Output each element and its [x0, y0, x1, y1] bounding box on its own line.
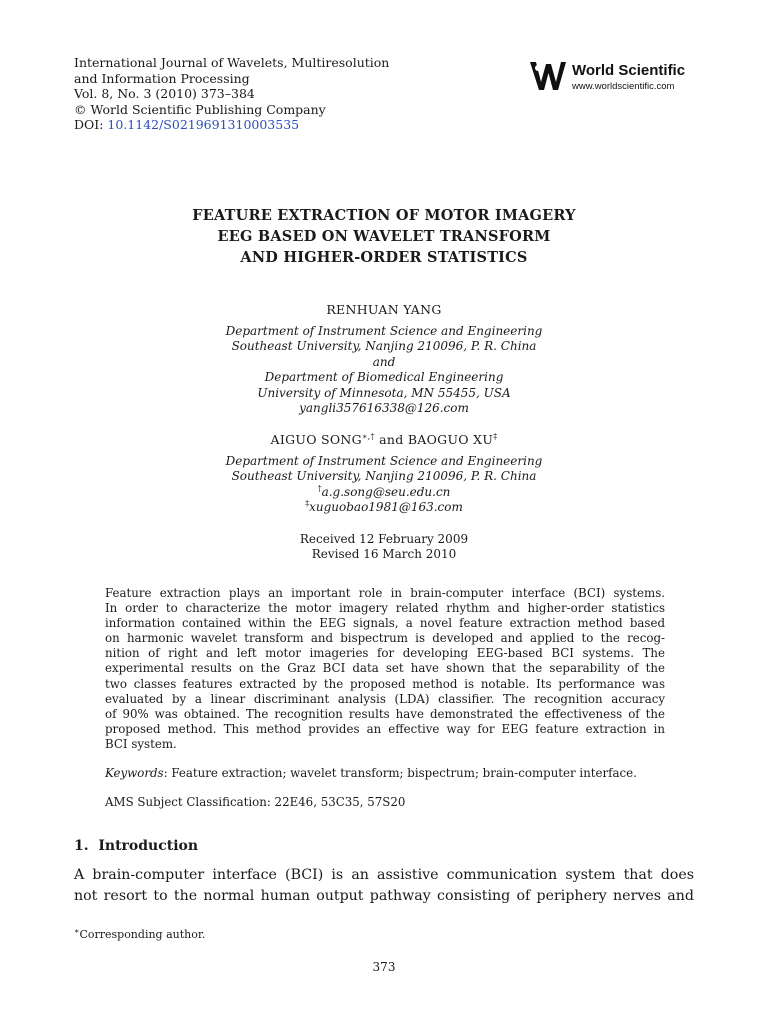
abstract-line: information contained within the EEG signals, a novel feature extraction method based	[105, 616, 665, 631]
keywords	[105, 766, 637, 780]
abstract-line: evaluated by a linear discriminant analysis (LDA) classifier. The recognition accuracy	[105, 691, 665, 706]
abstract-line: two classes features extracted by the proposed method is notable. Its performance was	[105, 676, 665, 691]
footnote-text: Corresponding author.	[79, 928, 206, 941]
doi-line	[74, 117, 389, 133]
world-scientific-logo-icon	[528, 58, 568, 94]
publisher-url[interactable]: www.worldscientific.com	[572, 81, 675, 92]
author-song-marks: ∗,†	[361, 431, 375, 441]
author-xu-name: BAOGUO XU	[407, 432, 494, 447]
author-xu-email[interactable]: xuguobao1981@163.com	[309, 500, 463, 515]
affiliation-and: and	[372, 354, 396, 369]
publisher-logo	[528, 56, 700, 96]
abstract	[105, 586, 665, 752]
affiliation-line: Department of Biomedical Engineering	[264, 370, 504, 385]
paper-title	[0, 205, 768, 268]
abstract-line: proposed method. This method provides an effective way for EEG feature extraction in	[105, 721, 665, 736]
title-line2: EEG BASED ON WAVELET TRANSFORM	[217, 228, 551, 245]
journal-info	[74, 55, 389, 133]
doi-link[interactable]: 10.1142/S0219691310003535	[107, 117, 300, 133]
title-line1: FEATURE EXTRACTION OF MOTOR IMAGERY	[192, 207, 576, 224]
body-line: not resort to the normal human output pathway consisting of periphery nerves and	[74, 888, 694, 904]
revised-date: Revised 16 March 2010	[311, 547, 457, 562]
affiliation-line: Southeast University, Nanjing 210096, P. R. China	[231, 469, 537, 484]
journal-name-line2: and Information Processing	[74, 70, 250, 86]
author-song-email-line	[0, 485, 768, 500]
author-and: and	[374, 432, 408, 447]
keywords-text: : Feature extraction; wavelet transform; bispectrum; brain-computer interface.	[163, 766, 637, 780]
author-xu-mark: ‡	[493, 431, 498, 441]
footnote-mark: ∗	[74, 926, 80, 936]
affiliation-line: University of Minnesota, MN 55455, USA	[257, 385, 511, 400]
affiliation-line: Southeast University, Nanjing 210096, P. R. China	[231, 339, 537, 354]
abstract-line: of 90% was obtained. The recognition results have demonstrated the effectiveness of the	[105, 706, 665, 721]
author1-block	[0, 302, 768, 416]
author2-block	[0, 432, 768, 516]
abstract-line: Feature extraction plays an important role in brain-computer interface (BCI) systems.	[105, 586, 665, 600]
copyright-info: © World Scientific Publishing Company	[74, 101, 326, 117]
author2-affiliations	[0, 454, 768, 516]
abstract-line: experimental results on the Graz BCI data set have shown that the separability of the	[105, 661, 665, 676]
author1-name: RENHUAN YANG	[326, 302, 442, 317]
abstract-line: on harmonic wavelet transform and bispectrum is developed and applied to the recog-	[105, 631, 665, 646]
email-mark: ‡	[305, 499, 310, 509]
section-body	[74, 865, 694, 907]
footnote	[74, 928, 205, 941]
affiliation-line: Department of Instrument Science and Engineering	[225, 454, 543, 468]
author1-email[interactable]: yangli357616338@126.com	[299, 401, 469, 416]
email-mark: †	[317, 483, 322, 493]
submission-dates	[0, 532, 768, 563]
ams-classification: AMS Subject Classification: 22E46, 53C35, 57S20	[105, 795, 406, 809]
author-xu-email-line	[0, 500, 768, 515]
publisher-name: World Scientific	[572, 62, 686, 79]
keywords-label: Keywords	[105, 766, 164, 780]
abstract-line: BCI system.	[105, 736, 177, 751]
received-date: Received 12 February 2009	[299, 532, 469, 546]
section-heading: 1. Introduction	[74, 838, 199, 854]
page-number: 373	[372, 960, 396, 974]
author2-names	[0, 432, 768, 447]
affiliation-line: Department of Instrument Science and Engineering	[225, 324, 543, 338]
author-song-name: AIGUO SONG	[270, 432, 362, 447]
journal-name-line1: International Journal of Wavelets, Multiresolution	[74, 55, 390, 70]
title-line3: AND HIGHER-ORDER STATISTICS	[240, 249, 528, 266]
abstract-line: nition of right and left motor imageries for developing EEG-based BCI systems. The	[105, 646, 665, 661]
doi-label: DOI:	[74, 117, 104, 133]
author1-affiliations	[0, 324, 768, 416]
body-line: A brain-computer interface (BCI) is an assistive communication system that does	[74, 867, 694, 883]
abstract-line: In order to characterize the motor imagery related rhythm and higher-order statistics	[105, 601, 665, 616]
author-song-email[interactable]: a.g.song@seu.edu.cn	[321, 484, 451, 499]
volume-info: Vol. 8, No. 3 (2010) 373–384	[74, 86, 255, 102]
